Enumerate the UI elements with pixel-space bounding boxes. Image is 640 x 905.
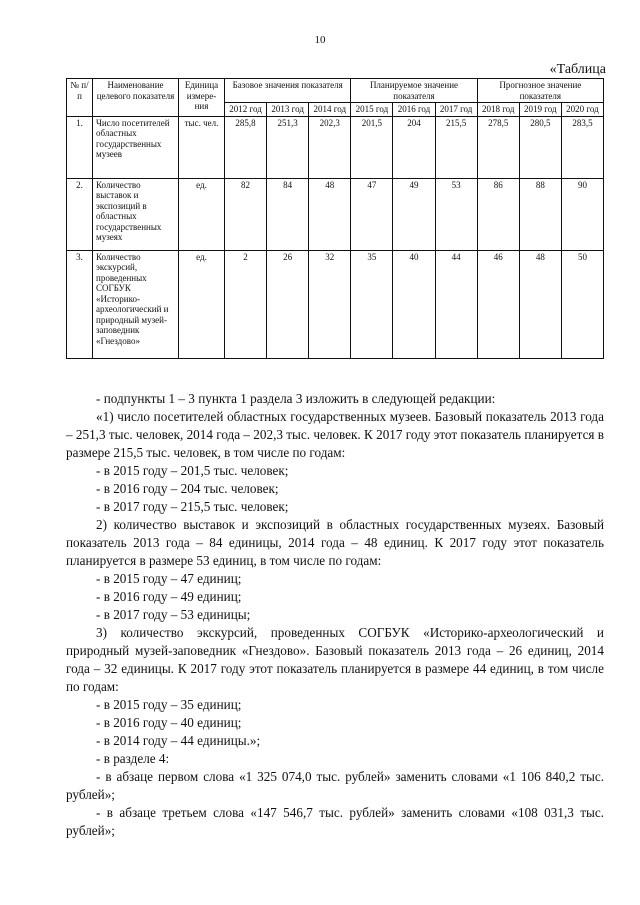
row-value: 48 — [519, 250, 561, 358]
row-value: 35 — [351, 250, 393, 358]
row-name: Число посетителей областных государственных музеев — [93, 116, 179, 178]
table-row — [67, 178, 604, 250]
row-value: 53 — [435, 178, 477, 250]
paragraph: - в разделе 4: — [96, 751, 170, 766]
row-value: 44 — [435, 250, 477, 358]
table-caption: «Таблица — [549, 62, 606, 77]
row-value: 46 — [477, 250, 519, 358]
table-row — [67, 250, 604, 358]
row-value: 47 — [351, 178, 393, 250]
row-unit: ед. — [179, 178, 225, 250]
body-text — [66, 390, 604, 840]
paragraph: - в 2016 году – 40 единиц; — [96, 715, 242, 730]
row-value: 285,8 — [225, 116, 267, 178]
paragraph: - в 2016 году – 204 тыс. человек; — [96, 481, 279, 496]
row-value: 40 — [393, 250, 435, 358]
row-value: 215,5 — [435, 116, 477, 178]
paragraph: - в 2014 году – 44 единицы.»; — [96, 733, 261, 748]
year-header: 2017 год — [435, 103, 477, 117]
row-unit: тыс. чел. — [179, 116, 225, 178]
paragraph: - в 2015 году – 201,5 тыс. человек; — [96, 463, 289, 478]
paragraph: - в абзаце третьем слова «147 546,7 тыс. рублей» заменить словами «108 031,3 тыс. рублей»; — [66, 805, 604, 838]
paragraph: «1) число посетителей областных государственных музеев. Базовый показатель 2013 года – 251,3 тыс. человек, 2014 года – 202,3 тыс. человек. К 2017 году этот показатель планируется в размере 215,5 тыс. человек, в том числе по годам: — [66, 409, 605, 460]
table-header-row — [67, 79, 604, 103]
paragraph: - в 2015 году – 35 единиц; — [96, 697, 242, 712]
row-value: 48 — [309, 178, 351, 250]
header-planned: Планируемое значение показателя — [351, 79, 477, 103]
row-value: 251,3 — [267, 116, 309, 178]
row-num: 2. — [67, 178, 93, 250]
indicators-table — [66, 78, 604, 359]
row-value: 280,5 — [519, 116, 561, 178]
row-name: Количество экскурсий, проведенных СОГБУК «Историко-археологический и природный музей-заповедник «Гнездово» — [93, 250, 179, 358]
row-value: 283,5 — [561, 116, 603, 178]
row-num: 3. — [67, 250, 93, 358]
row-value: 84 — [267, 178, 309, 250]
row-value: 278,5 — [477, 116, 519, 178]
row-value: 82 — [225, 178, 267, 250]
header-forecast: Прогнозное значение показателя — [477, 79, 603, 103]
header-num: № п/п — [67, 79, 93, 117]
row-value: 32 — [309, 250, 351, 358]
row-unit: ед. — [179, 250, 225, 358]
paragraph: - в 2017 году – 215,5 тыс. человек; — [96, 499, 289, 514]
paragraph: - в 2015 году – 47 единиц; — [96, 571, 242, 586]
row-value: 26 — [267, 250, 309, 358]
year-header: 2020 год — [561, 103, 603, 117]
row-value: 86 — [477, 178, 519, 250]
row-value: 2 — [225, 250, 267, 358]
page-number: 10 — [314, 34, 326, 46]
paragraph: 2) количество выставок и экспозиций в областных государственных музеях. Базовый показатель 2013 года – 84 единицы, 2014 года – 48 единиц. К 2017 году этот показатель планируется в размере 53 единиц, в том числе по годам: — [66, 517, 604, 568]
paragraph: 3) количество экскурсий, проведенных СОГБУК «Историко-археологический и природный музей-заповедник «Гнездово». Базовый показатель 2013 года – 26 единиц, 2014 года – 32 единицы. К 2017 году этот показатель планируется в размере 44 единиц, в том числе по годам: — [66, 625, 604, 694]
paragraph: - подпункты 1 – 3 пункта 1 раздела 3 изложить в следующей редакции: — [96, 391, 496, 406]
table-row — [67, 116, 604, 178]
row-value: 90 — [561, 178, 603, 250]
header-base: Базовое значения показателя — [225, 79, 351, 103]
row-value: 201,5 — [351, 116, 393, 178]
paragraph: - в 2017 году – 53 единицы; — [96, 607, 251, 622]
row-num: 1. — [67, 116, 93, 178]
header-unit: Единица измере-ния — [179, 79, 225, 117]
year-header: 2015 год — [351, 103, 393, 117]
year-header: 2014 год — [309, 103, 351, 117]
year-header: 2018 год — [477, 103, 519, 117]
row-value: 50 — [561, 250, 603, 358]
row-value: 202,3 — [309, 116, 351, 178]
row-value: 204 — [393, 116, 435, 178]
year-header: 2013 год — [267, 103, 309, 117]
row-value: 88 — [519, 178, 561, 250]
paragraph: - в абзаце первом слова «1 325 074,0 тыс. рублей» заменить словами «1 106 840,2 тыс. рублей»; — [66, 769, 604, 802]
year-header: 2019 год — [519, 103, 561, 117]
row-value: 49 — [393, 178, 435, 250]
year-header: 2012 год — [225, 103, 267, 117]
year-header: 2016 год — [393, 103, 435, 117]
header-name: Наименование целевого показателя — [93, 79, 179, 117]
paragraph: - в 2016 году – 49 единиц; — [96, 589, 242, 604]
row-name: Количество выставок и экспозиций в областных государственных музеях — [93, 178, 179, 250]
